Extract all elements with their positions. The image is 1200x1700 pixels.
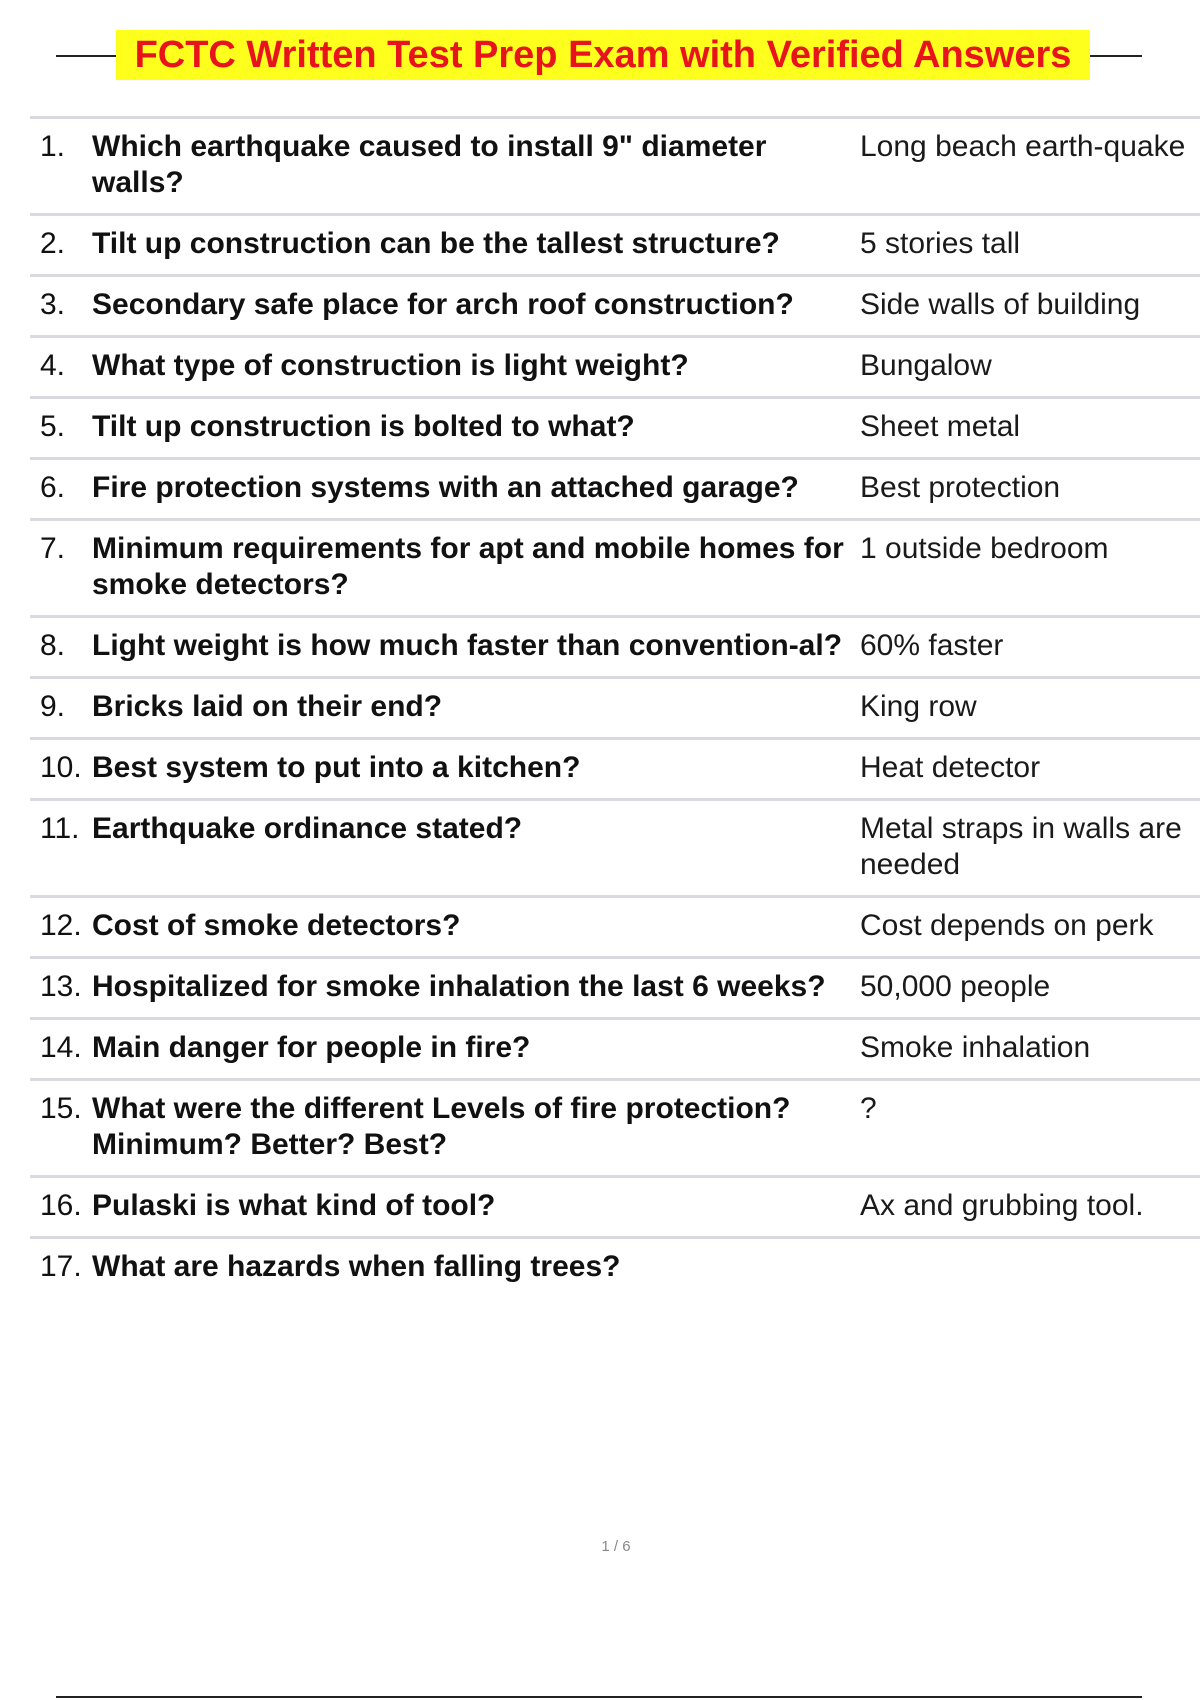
question-text: Which earthquake caused to install 9" diameter walls? — [92, 130, 767, 199]
question-number: 5. — [40, 410, 66, 443]
table-row — [30, 898, 1200, 959]
question-number: 16. — [40, 1189, 82, 1222]
table-row — [30, 1239, 1200, 1297]
question-text: Cost of smoke detectors? — [92, 909, 461, 942]
question-text: Hospitalized for smoke inhalation the last 6 weeks? — [92, 970, 826, 1003]
question-number: 1. — [40, 130, 66, 163]
question-number: 17. — [40, 1250, 82, 1283]
question-text: Fire protection systems with an attached garage? — [92, 471, 799, 504]
table-row — [30, 740, 1200, 801]
answer-text: 1 outside bedroom — [860, 532, 1109, 565]
question-text: Light weight is how much faster than convention-al? — [92, 629, 843, 662]
question-text: Earthquake ordinance stated? — [92, 812, 523, 845]
bottom-rule — [56, 1696, 1142, 1698]
table-row — [30, 460, 1200, 521]
answer-text: King row — [860, 690, 977, 723]
question-text: Minimum requirements for apt and mobile homes for smoke detectors? — [92, 532, 844, 601]
question-number: 15. — [40, 1092, 82, 1125]
question-text: Pulaski is what kind of tool? — [92, 1189, 496, 1222]
table-row — [30, 338, 1200, 399]
answer-text: Heat detector — [860, 751, 1041, 784]
table-row — [30, 521, 1200, 618]
answer-text: Best protection — [860, 471, 1061, 504]
question-text: Bricks laid on their end? — [92, 690, 443, 723]
question-text: Main danger for people in fire? — [92, 1031, 531, 1064]
qa-table — [30, 116, 1200, 1297]
answer-text: Cost depends on perk — [860, 909, 1154, 942]
table-row — [30, 1020, 1200, 1081]
answer-text: Ax and grubbing tool. — [860, 1189, 1144, 1222]
table-row — [30, 119, 1200, 216]
question-text: Best system to put into a kitchen? — [92, 751, 581, 784]
question-text: Secondary safe place for arch roof construction? — [92, 288, 794, 321]
question-number: 11. — [40, 812, 80, 845]
answer-text: Smoke inhalation — [860, 1031, 1091, 1064]
answer-text: Sheet metal — [860, 410, 1021, 443]
answer-text: 5 stories tall — [860, 227, 1021, 260]
table-row — [30, 959, 1200, 1020]
question-text: Tilt up construction is bolted to what? — [92, 410, 635, 443]
table-row — [30, 801, 1200, 898]
question-text: Tilt up construction can be the tallest structure? — [92, 227, 780, 260]
question-number: 7. — [40, 532, 66, 565]
table-row — [30, 399, 1200, 460]
question-number: 12. — [40, 909, 82, 942]
answer-text: Metal straps in walls are needed — [860, 812, 1182, 881]
answer-text: 60% faster — [860, 629, 1004, 662]
question-number: 8. — [40, 629, 66, 662]
table-row — [30, 1178, 1200, 1239]
answer-text: Side walls of building — [860, 288, 1141, 321]
question-number: 2. — [40, 227, 66, 260]
answer-text: Bungalow — [860, 349, 992, 382]
table-row — [30, 1081, 1200, 1178]
question-number: 13. — [40, 970, 82, 1003]
question-number: 6. — [40, 471, 66, 504]
table-row — [30, 216, 1200, 277]
page-indicator: 1 / 6 — [601, 1538, 631, 1555]
question-text: What are hazards when falling trees? — [92, 1250, 621, 1283]
question-text: What were the different Levels of fire protection? Minimum? Better? Best? — [92, 1092, 791, 1161]
question-number: 10. — [40, 751, 82, 784]
title-banner — [56, 28, 1142, 84]
answer-text: 50,000 people — [860, 970, 1051, 1003]
table-row — [30, 277, 1200, 338]
answer-text: Long beach earth-quake — [860, 130, 1186, 163]
question-number: 3. — [40, 288, 66, 321]
table-row — [30, 679, 1200, 740]
question-number: 9. — [40, 690, 66, 723]
question-text: What type of construction is light weight? — [92, 349, 689, 382]
question-number: 14. — [40, 1031, 82, 1064]
answer-text: ? — [860, 1092, 877, 1125]
question-number: 4. — [40, 349, 66, 382]
answer-text — [860, 1249, 1200, 1285]
table-row — [30, 618, 1200, 679]
page-title: FCTC Written Test Prep Exam with Verified Answers — [116, 30, 1090, 80]
